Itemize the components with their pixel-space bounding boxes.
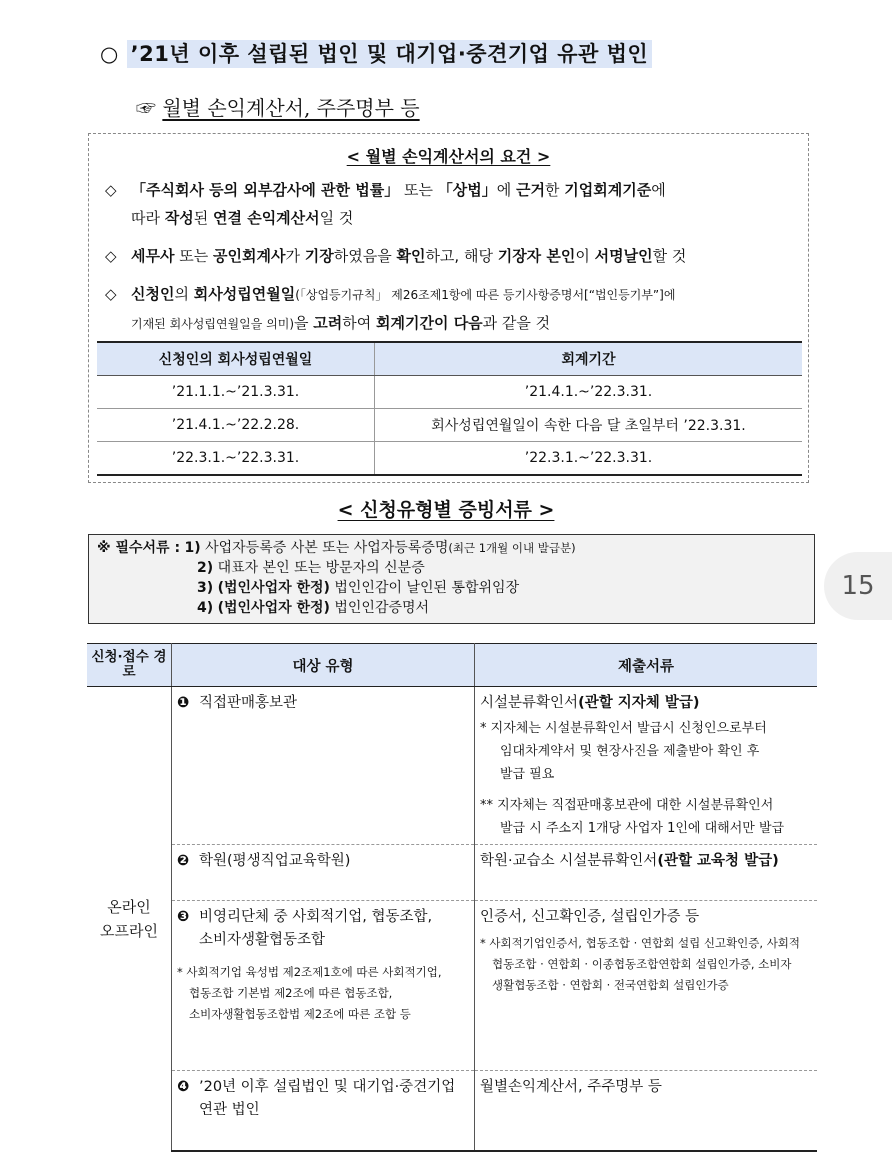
table-header-row xyxy=(97,342,802,376)
table-cell: ’22.3.1.~’22.3.31. xyxy=(375,442,803,476)
type-cell: ❹ ’20년 이후 설립법인 및 대기업·중견기업 연관 법인 xyxy=(172,1071,475,1151)
table-row xyxy=(97,376,802,409)
doc-cell: 월별손익계산서, 주주명부 등 xyxy=(475,1071,818,1151)
column-header: 회계기간 xyxy=(375,342,803,376)
table-row xyxy=(97,442,802,476)
table-header-row xyxy=(87,644,817,687)
pointer-icon: ☞ xyxy=(136,96,156,120)
sub-heading-text: 월별 손익계산서, 주주명부 등 xyxy=(162,96,420,120)
section-heading xyxy=(100,38,652,68)
type-cell: ❶ 직접판매홍보관 xyxy=(172,687,475,845)
docs-by-type-table xyxy=(87,643,817,1152)
heading-bullet: ○ xyxy=(100,42,119,66)
channel-cell: 온라인 오프라인 xyxy=(87,687,172,1151)
column-header-channel: 신청·접수 경로 xyxy=(87,644,172,687)
footnote: ** 지자체는 직접판매홍보관에 대한 시설분류확인서 발급 시 주소지 1개당 사업자 1인에 대해서만 발급 xyxy=(480,798,785,836)
table-row xyxy=(97,409,802,442)
diamond-icon: ◇ xyxy=(105,285,117,303)
type-cell: ❸ 비영리단체 중 사회적기업, 협동조합, 소비자생활협동조합 * 사회적기업 육성법 제2조제1호에 따른 사회적기업, 협동조합 기본법 제2조에 따른 협동조합, 소비자생활협동조합법 제2조에 따른 조합 등 xyxy=(172,901,475,1071)
mandatory-item-4: 4) (법인사업자 한정) 법인인감증명서 xyxy=(197,600,430,616)
table-cell: ’22.3.1.~’22.3.31. xyxy=(97,442,375,476)
page-number-badge[interactable]: 15 xyxy=(824,552,892,620)
heading-text: ’21년 이후 설립된 법인 및 대기업·중견기업 유관 법인 xyxy=(127,40,653,68)
diamond-icon: ◇ xyxy=(105,247,117,265)
condition-3: ◇ 신청인의 회사성립연월일(「상업등기규칙」 제26조제1항에 따른 등기사항증명서[“법인등기부”]에 기재된 회사성립연월일을 의미)을 고려하여 회계기간이 다음과 같을 것 xyxy=(105,280,805,338)
footnote: * 지자체는 시설분류확인서 발급시 신청인으로부터 임대차계약서 및 현장사진을 제출받아 확인 후 발급 필요 xyxy=(480,721,767,782)
type-cell: ❷ 학원(평생직업교육학원) xyxy=(172,845,475,901)
diamond-icon: ◇ xyxy=(105,181,117,199)
fiscal-period-table xyxy=(97,341,802,476)
table-row xyxy=(87,901,817,1071)
table-row xyxy=(87,845,817,901)
footnote: * 사회적기업 육성법 제2조제1호에 따른 사회적기업, 협동조합 기본법 제2조에 따른 협동조합, 소비자생활협동조합법 제2조에 따른 조합 등 xyxy=(177,965,442,1021)
mandatory-item-2: 2) 대표자 본인 또는 방문자의 신분증 xyxy=(197,560,425,576)
mandatory-docs-box xyxy=(88,534,815,624)
table-row xyxy=(87,1071,817,1151)
doc-cell: 인증서, 신고확인증, 설립인가증 등 * 사회적기업인증서, 협동조합 · 연합회 설립 신고확인증, 사회적 협동조합 · 연합회 · 이종협동조합연합회 설립인가증, 소비자 생활협동조합 · 연합회 · 전국연합회 설립인가증 xyxy=(475,901,818,1071)
docs-title: < 신청유형별 증빙서류 > xyxy=(337,499,555,521)
column-header-docs: 제출서류 xyxy=(475,644,818,687)
table-cell: ’21.4.1.~’22.3.31. xyxy=(375,376,803,409)
table-cell: ’21.1.1.~’21.3.31. xyxy=(97,376,375,409)
condition-2: ◇ 세무사 또는 공인회계사가 기장하였음을 확인하고, 해당 기장자 본인이 서명날인할 것 xyxy=(105,242,805,270)
mandatory-item-3: 3) (법인사업자 한정) 법인인감이 날인된 통합위임장 xyxy=(197,580,520,596)
footnote: * 사회적기업인증서, 협동조합 · 연합회 설립 신고확인증, 사회적 협동조합 · 연합회 · 이종협동조합연합회 설립인가증, 소비자 생활협동조합 · 연합회 · 전국연합회 설립인가증 xyxy=(480,936,801,992)
condition-1: ◇ 「주식회사 등의 외부감사에 관한 법률」 또는 「상법」에 근거한 기업회계기준에 따라 작성된 연결 손익계산서일 것 xyxy=(105,176,805,232)
table-cell: ’21.4.1.~’22.2.28. xyxy=(97,409,375,442)
table-row xyxy=(87,687,817,845)
sub-heading xyxy=(136,92,420,121)
requirements-box xyxy=(88,133,809,483)
mandatory-label: ※ 필수서류 : xyxy=(97,540,181,556)
requirements-title: < 월별 손익계산서의 요건 > xyxy=(346,147,551,166)
column-header: 신청인의 회사성립연월일 xyxy=(97,342,375,376)
doc-cell: 학원·교습소 시설분류확인서(관할 교육청 발급) xyxy=(475,845,818,901)
column-header-type: 대상 유형 xyxy=(172,644,475,687)
mandatory-item-1: ※ 필수서류 : 1) 사업자등록증 사본 또는 사업자등록증명(최근 1개월 이내 발급분) xyxy=(97,540,576,556)
table-cell: 회사성립연월일이 속한 다음 달 초일부터 ’22.3.31. xyxy=(375,409,803,442)
doc-cell: 시설분류확인서(관할 지자체 발급) * 지자체는 시설분류확인서 발급시 신청인으로부터 임대차계약서 및 현장사진을 제출받아 확인 후 발급 필요 ** 지자체는 직접판매홍보관에 대한 시설분류확인서 발급 시 주소지 1개당 사업자 1인에 대해서만 발급 xyxy=(475,687,818,845)
